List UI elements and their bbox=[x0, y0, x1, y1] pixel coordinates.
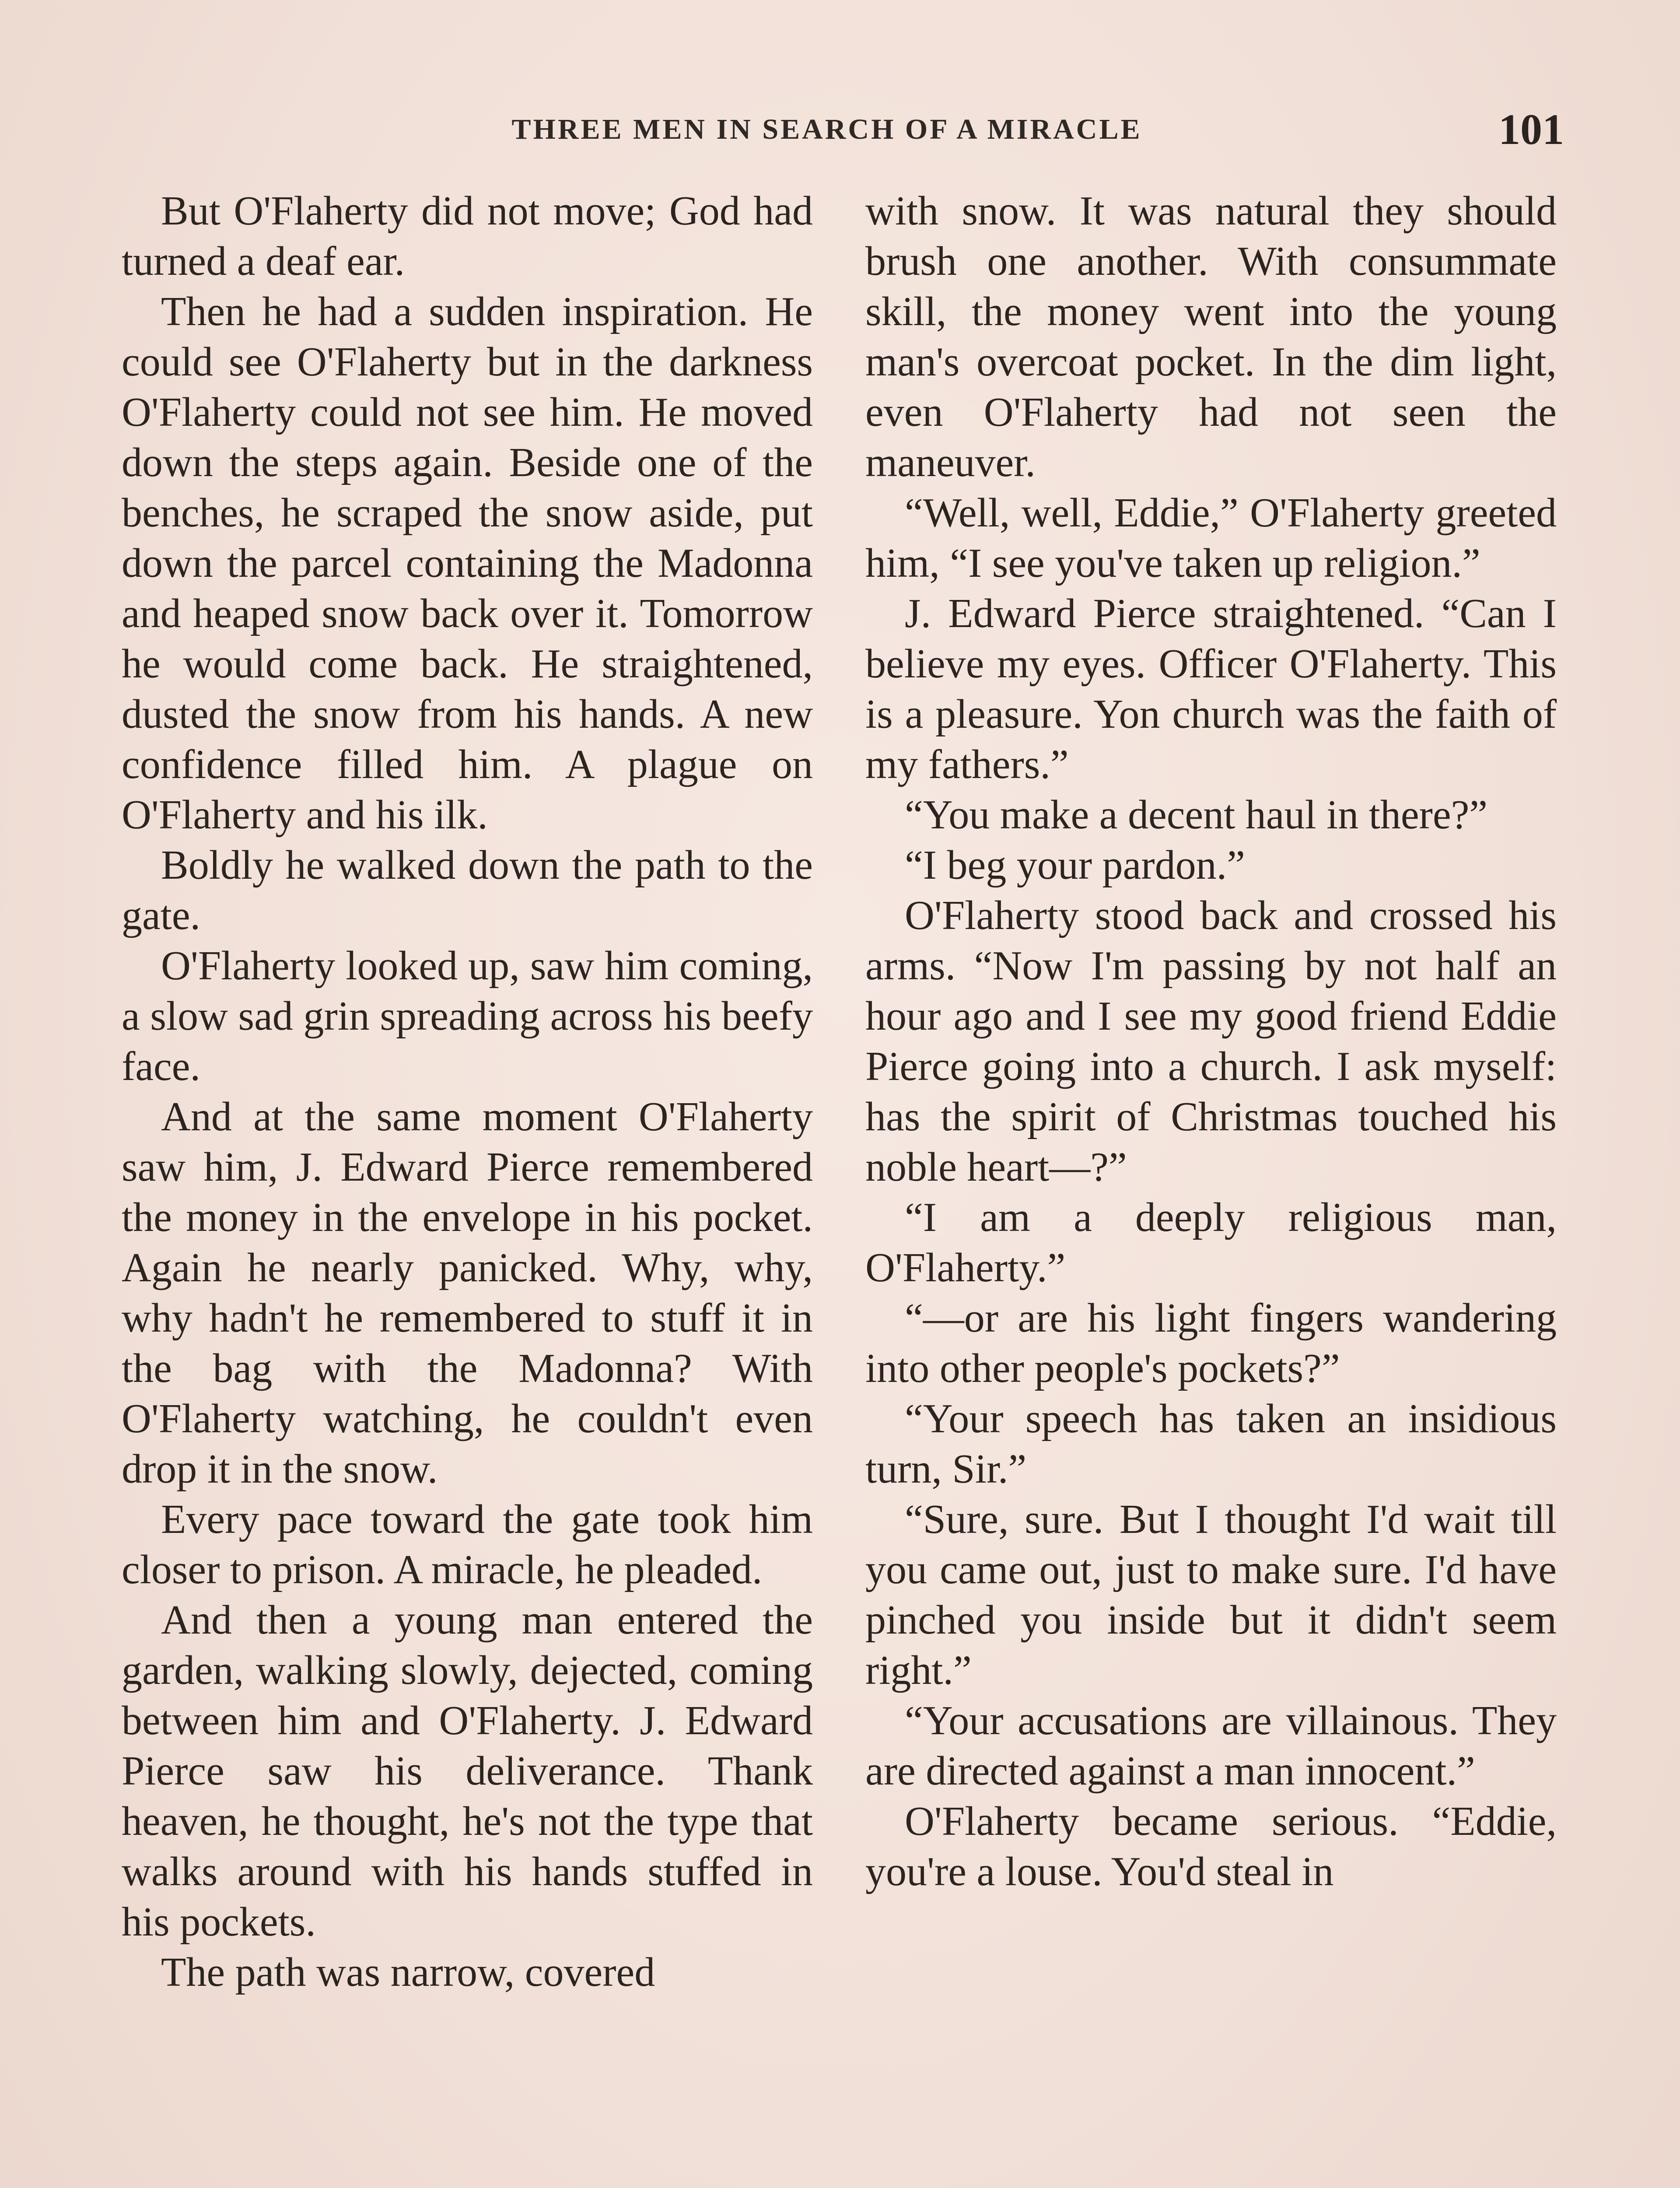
paragraph: “—or are his light fingers wandering into other people's pockets?” bbox=[865, 1295, 1557, 1391]
right-column bbox=[865, 186, 1557, 1897]
paragraph: “Your speech has taken an insidious turn, Sir.” bbox=[865, 1396, 1557, 1492]
paragraph: J. Edward Pierce straightened. “Can I believe my eyes. Officer O'Flaherty. This is a pleasure. Yon church was the faith of my fathers.” bbox=[865, 591, 1557, 787]
paragraph: “You make a decent haul in there?” bbox=[905, 792, 1488, 838]
paragraph: Every pace toward the gate took him closer to prison. A miracle, he pleaded. bbox=[122, 1497, 813, 1592]
paragraph: “I beg your pardon.” bbox=[905, 842, 1245, 888]
left-column bbox=[122, 186, 813, 1998]
paragraph: O'Flaherty stood back and crossed his arms. “Now I'm passing by not half an hour ago and I see my good friend Eddie Pierce going into a church. I ask myself: has the spirit of Christmas touched his noble heart—?” bbox=[865, 893, 1557, 1190]
paragraph: “Your accusations are villainous. They are directed against a man innocent.” bbox=[865, 1698, 1557, 1794]
paragraph: Boldly he walked down the path to the gate. bbox=[122, 842, 813, 938]
paragraph: “Sure, sure. But I thought I'd wait till you came out, just to make sure. I'd have pinched you inside but it didn't seem right.” bbox=[865, 1497, 1557, 1693]
paragraph: Then he had a sudden inspiration. He could see O'Flaherty but in the darkness O'Flaherty could not see him. He moved down the steps again. Beside one of the benches, he scraped the snow aside, put down the parcel containing the Madonna and heaped snow back over it. Tomorrow he would come back. He straightened, dusted the snow from his hands. A new confidence filled him. A plague on O'Flaherty and his ilk. bbox=[122, 289, 813, 838]
paragraph: O'Flaherty became serious. “Eddie, you're a louse. You'd steal in bbox=[865, 1799, 1557, 1894]
paragraph: But O'Flaherty did not move; God had turned a deaf ear. bbox=[122, 188, 813, 284]
paragraph: The path was narrow, covered bbox=[161, 1950, 655, 1995]
page-number: 101 bbox=[1498, 105, 1564, 154]
paragraph: And at the same moment O'Flaherty saw him, J. Edward Pierce remembered the money in the envelope in his pocket. Again he nearly panicked. Why, why, why hadn't he remembered to stuff it in the bag with the Madonna? With O'Flaherty watching, he couldn't even drop it in the snow. bbox=[122, 1094, 813, 1492]
paragraph: “Well, well, Eddie,” O'Flaherty greeted him, “I see you've taken up religion.” bbox=[865, 490, 1557, 586]
running-title: THREE MEN IN SEARCH OF A MIRACLE bbox=[511, 113, 1142, 145]
paragraph-continued: with snow. It was natural they should brush one another. With consummate skill, the money went into the young man's overcoat pocket. In the dim light, even O'Flaherty had not seen the maneuver. bbox=[865, 188, 1557, 485]
paragraph: “I am a deeply religious man, O'Flaherty.” bbox=[865, 1195, 1557, 1290]
paragraph: And then a young man entered the garden, walking slowly, dejected, coming between him and O'Flaherty. J. Edward Pierce saw his deliverance. Thank heaven, he thought, he's not the type that walks around with his hands stuffed in his pockets. bbox=[122, 1597, 813, 1945]
paragraph: O'Flaherty looked up, saw him coming, a slow sad grin spreading across his beefy face. bbox=[122, 943, 813, 1089]
